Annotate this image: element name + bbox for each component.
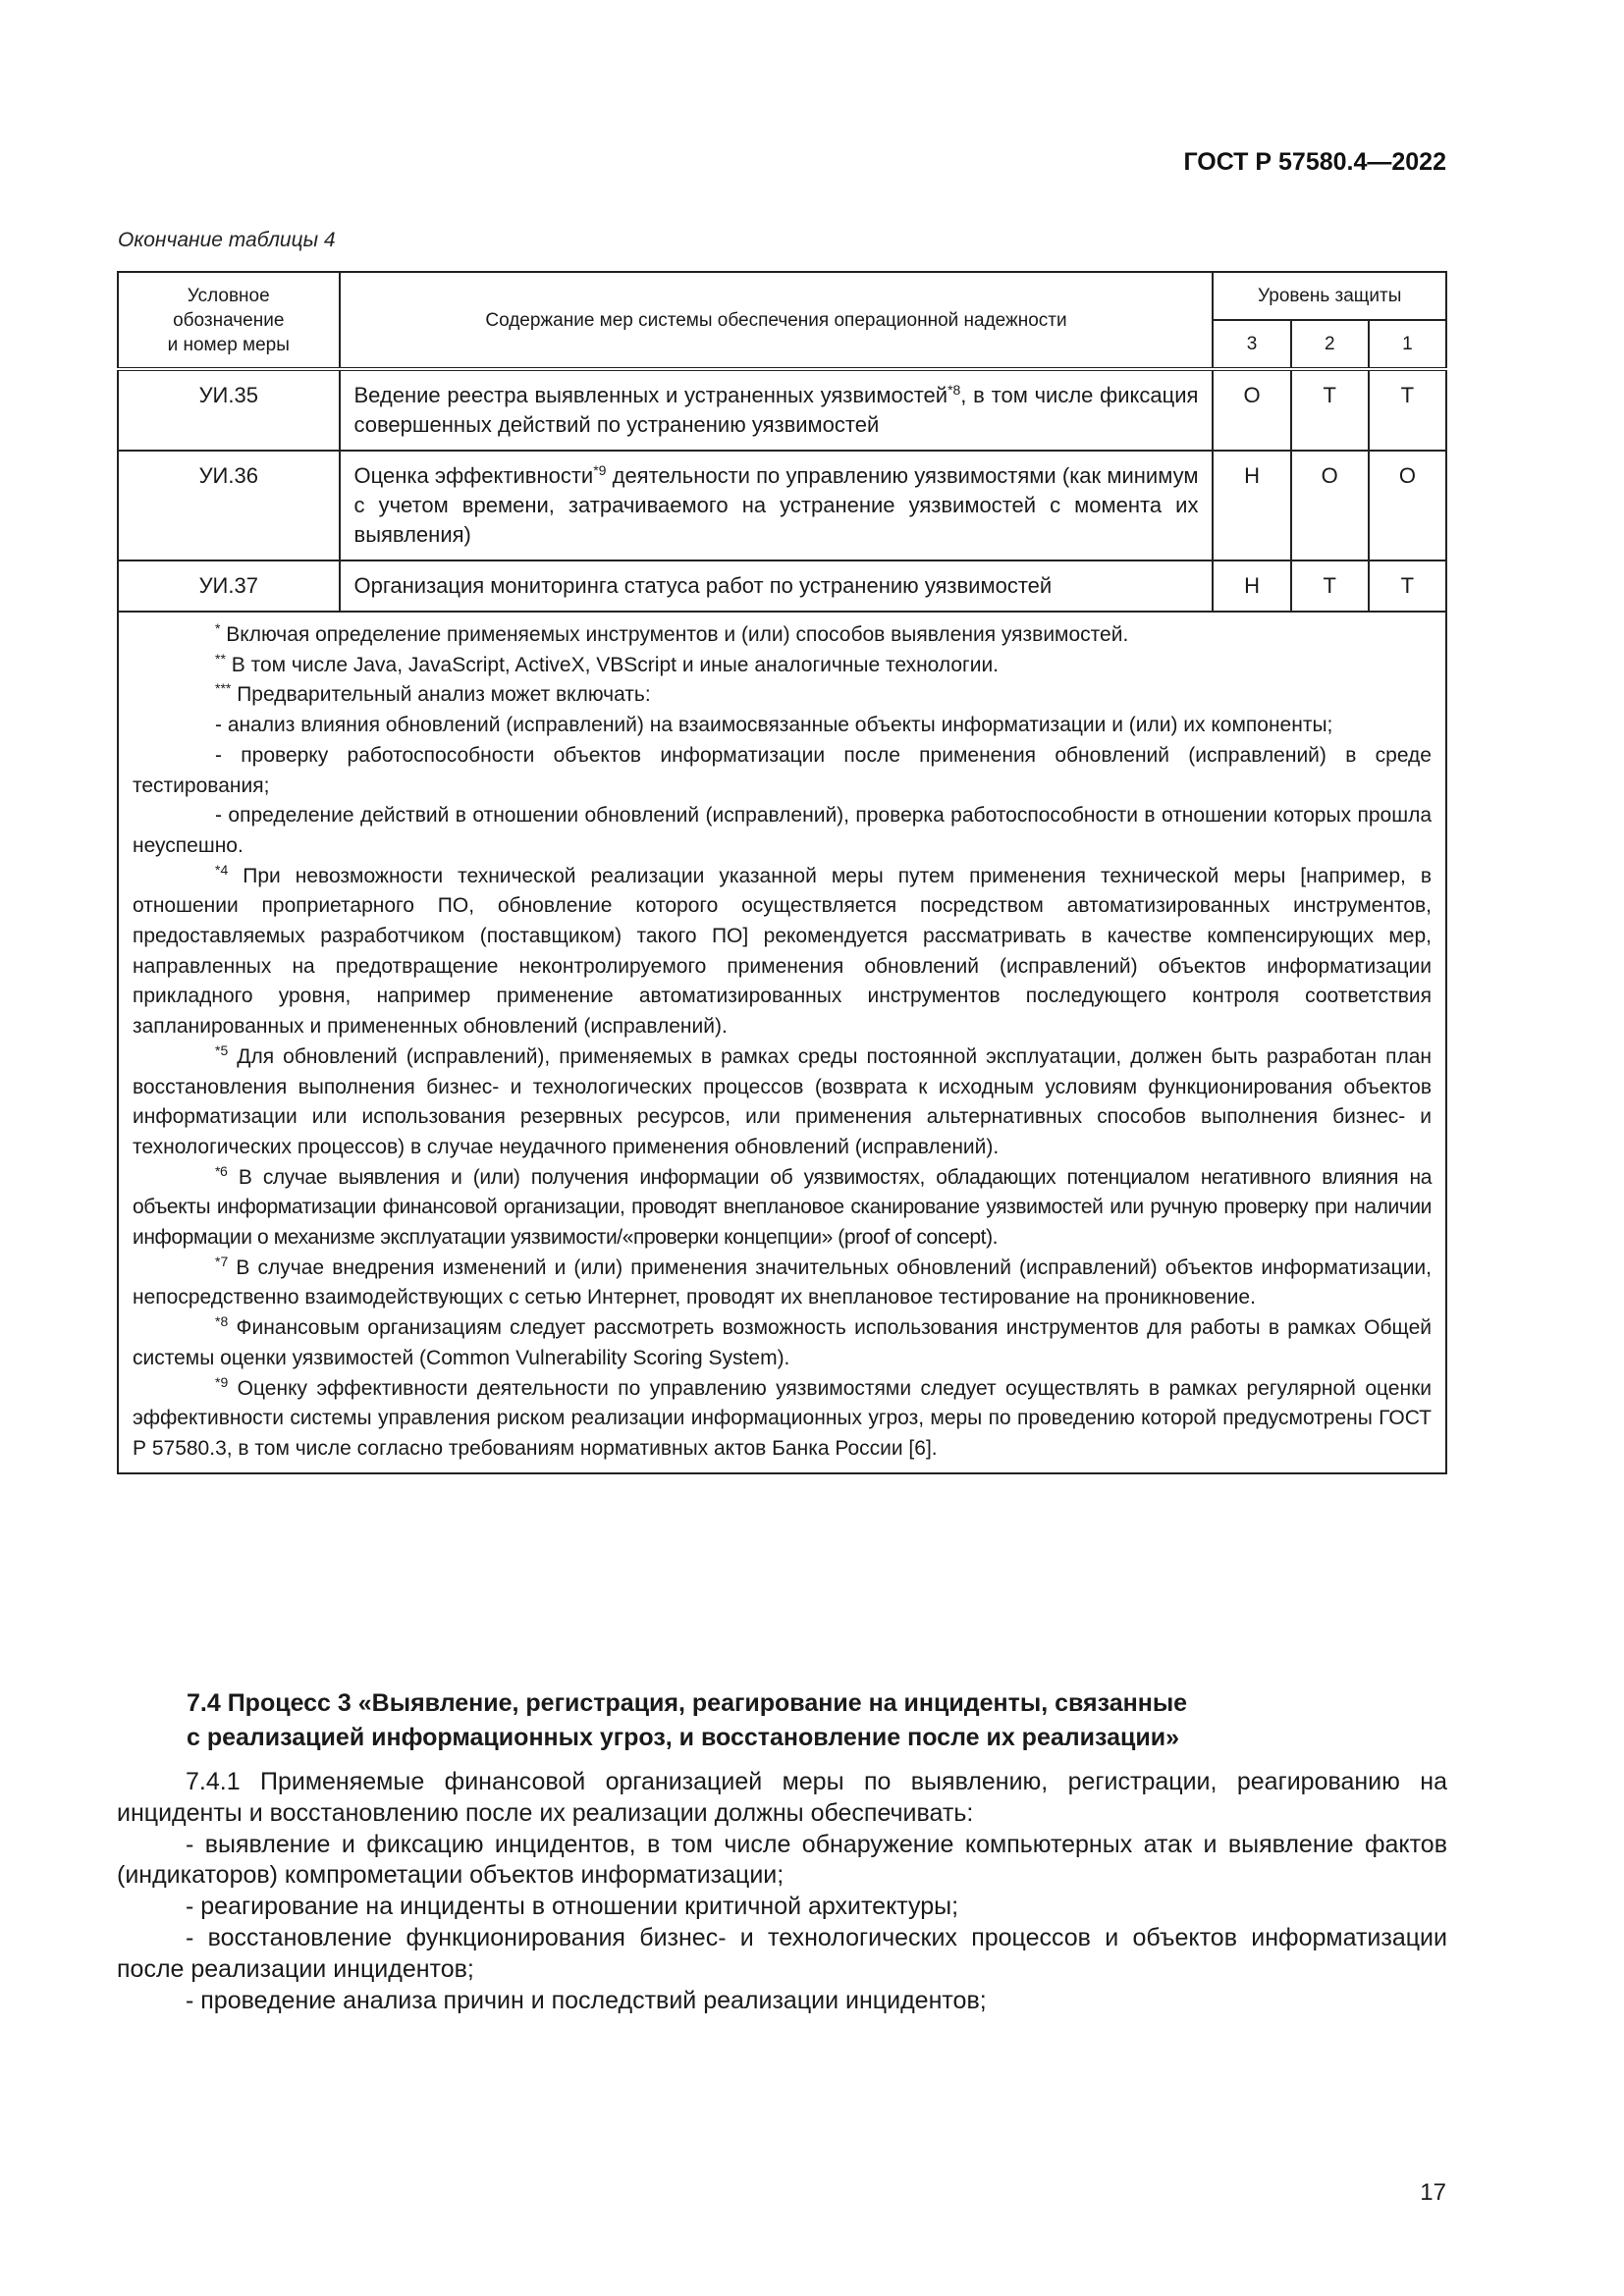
paragraph: 7.4.1 Применяемые финансовой организацией меры по выявлению, регистрации, реагированию на инциденты и восстановлению после их реализации должны обеспечивать:	[117, 1768, 1447, 1827]
section-heading-line: 7.4 Процесс 3 «Выявление, регистрация, реагирование на инциденты, связанные	[187, 1689, 1188, 1717]
measure-text: Ведение реестра выявленных и устраненных уязвимостей$^{*8}$, в том числе фиксация совершенных действий по устранению уязвимостей	[340, 369, 1214, 451]
content-column-header: Содержание мер системы обеспечения операционной надежности	[340, 272, 1214, 369]
measure-code: УИ.35	[118, 369, 340, 451]
table-note: $^{*6}$ В случае выявления и (или) получения информации об уязвимостях, обладающих потенциалом негативного влияния на объекты информатизации финансовой организации, проводят внеплановое сканирование уязвимостей или ручную проверку при наличии информации о механизме эксплуатации уязвимости/«проверки концепции» (proof of concept).	[133, 1162, 1432, 1250]
table-note: $^{*5}$ Для обновлений (исправлений), применяемых в рамках среды постоянной эксплуатации, должен быть разработан план восстановления выполнения бизнес- и технологических процессов (возврата к исходным условиям функционирования объектов информатизации или использования резервных ресурсов, или применения альтернативных способов выполнения бизнес- и технологических процессов) в случае неудачного применения обновлений (исправлений).	[133, 1041, 1432, 1158]
table-note: *** Предварительный анализ может включать:	[215, 680, 651, 707]
measure-code: УИ.37	[118, 561, 340, 612]
page-number: 17	[1420, 2179, 1446, 2206]
table-note: $^{*9}$ Оценку эффективности деятельности по управлению уязвимостями следует осуществлять в рамках регулярной оценки эффективности системы управления риском реализации информационных угроз, меры по проведению которой предусмотрены ГОСТ Р 57580.3, в том числе согласно требованиям нормативных актов Банка России [6].	[133, 1373, 1432, 1460]
table-row	[118, 561, 1446, 612]
table-note-item: - определение действий в отношении обновлений (исправлений), проверка работоспособности в отношении которых прошла неуспешно.	[133, 804, 1432, 857]
measure-code: УИ.36	[118, 451, 340, 561]
section-body	[117, 1767, 1447, 2016]
list-item: - реагирование на инциденты в отношении критичной архитектуры;	[186, 1893, 959, 1921]
table-notes-row	[118, 612, 1446, 1473]
table-notes	[118, 612, 1446, 1473]
section-heading	[187, 1686, 1365, 1755]
level-2-value: Т	[1291, 369, 1369, 451]
level-1-value: Т	[1369, 369, 1446, 451]
level-1-header: 1	[1369, 320, 1446, 369]
code-header-line: Условное	[187, 285, 270, 306]
levels-column-header: Уровень защиты	[1213, 272, 1446, 320]
level-2-value: О	[1291, 451, 1369, 561]
code-header-line: обозначение	[173, 309, 285, 331]
code-column-header	[118, 272, 340, 369]
level-2-value: Т	[1291, 561, 1369, 612]
level-2-header: 2	[1291, 320, 1369, 369]
list-item: - восстановление функционирования бизнес- и технологических процессов и объектов информатизации после реализации инцидентов;	[117, 1923, 1447, 1983]
list-item: - проведение анализа причин и последствий реализации инцидентов;	[186, 1986, 987, 2014]
table-note: $^{*7}$ В случае внедрения изменений и (или) применения значительных обновлений (исправлений) объектов информатизации, непосредственно взаимодействующих с сетью Интернет, проводят их внеплановое тестирование на проникновение.	[133, 1253, 1432, 1309]
table-row	[118, 451, 1446, 561]
level-3-header: 3	[1213, 320, 1290, 369]
measure-text: Оценка эффективности$^{*9}$ деятельности по управлению уязвимостями (как минимум с учетом времени, затрачиваемого на устранение уязвимостей с момента их выявления)	[340, 451, 1214, 561]
level-3-value: Н	[1213, 561, 1290, 612]
measures-table	[117, 271, 1447, 1474]
table-note-item: - анализ влияния обновлений (исправлений) на взаимосвязанные объекты информатизации и (или) их компоненты;	[215, 714, 1333, 737]
table-note: $^{*4}$ При невозможности технической реализации указанной меры путем применения технической меры [например, в отношении проприетарного ПО, обновление которого осуществляется посредством автоматизированных инструментов, предоставляемых разработчиком (поставщиком) такого ПО] рекомендуется рассматривать в качестве компенсирующих мер, направленных на предотвращение неконтролируемого применения обновлений (исправлений) объектов информатизации прикладного уровня, например применение автоматизированных инструментов последующего контроля соответствия запланированных и примененных обновлений (исправлений).	[133, 861, 1432, 1039]
table-note: * Включая определение применяемых инструментов и (или) способов выявления уязвимостей.	[215, 620, 1129, 646]
measure-text: Организация мониторинга статуса работ по устранению уязвимостей	[340, 561, 1214, 612]
table-row	[118, 369, 1446, 451]
list-item: - выявление и фиксацию инцидентов, в том числе обнаружение компьютерных атак и выявление фактов (индикаторов) компрометации объектов информатизации;	[117, 1830, 1447, 1890]
table-note-item: - проверку работоспособности объектов информатизации после применения обновлений (исправлений) в среде тестирования;	[133, 743, 1432, 797]
table-note: ** В том числе Java, JavaScript, ActiveX, VBScript и иные аналогичные технологии.	[215, 650, 1000, 676]
code-header-line: и номер меры	[167, 334, 290, 355]
level-1-value: О	[1369, 451, 1446, 561]
level-1-value: Т	[1369, 561, 1446, 612]
standard-code: ГОСТ Р 57580.4—2022	[1183, 148, 1446, 176]
section-heading-line: с реализацией информационных угроз, и восстановление после их реализации»	[187, 1724, 1180, 1751]
level-3-value: Н	[1213, 451, 1290, 561]
table-note: $^{*8}$ Финансовым организациям следует рассмотреть возможность использования инструментов для работы в рамках Общей системы оценки уязвимостей (Common Vulnerability Scoring System).	[133, 1313, 1432, 1369]
table-caption: Окончание таблицы 4	[118, 229, 336, 251]
level-3-value: О	[1213, 369, 1290, 451]
